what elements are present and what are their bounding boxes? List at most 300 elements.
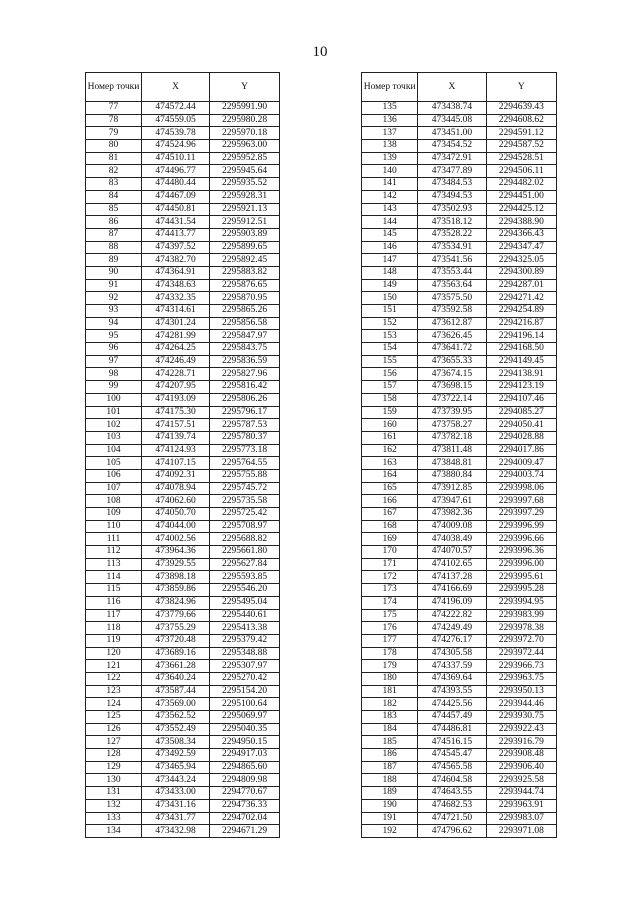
point-number-cell: 156	[362, 368, 418, 381]
y-cell: 2293997.29	[486, 508, 556, 521]
table-row	[362, 190, 557, 203]
x-cell: 473454.52	[418, 140, 486, 153]
table-row	[86, 140, 280, 153]
x-cell: 473575.50	[418, 292, 486, 305]
y-cell: 2293998.06	[486, 482, 556, 495]
x-cell: 474565.58	[418, 761, 486, 774]
point-number-cell: 191	[362, 812, 418, 825]
point-number-cell: 148	[362, 266, 418, 279]
table-row	[362, 698, 557, 711]
table-row	[86, 571, 280, 584]
x-cell: 474516.15	[418, 736, 486, 749]
table-row	[86, 152, 280, 165]
table-row	[362, 596, 557, 609]
point-number-cell: 140	[362, 165, 418, 178]
y-cell: 2295963.00	[210, 140, 280, 153]
table-row	[86, 469, 280, 482]
table-row	[362, 799, 557, 812]
table-row	[362, 152, 557, 165]
x-cell: 474539.78	[142, 127, 210, 140]
point-number-cell: 184	[362, 723, 418, 736]
y-cell: 2293983.07	[486, 812, 556, 825]
y-cell: 2294347.47	[486, 241, 556, 254]
y-cell: 2294028.88	[486, 431, 556, 444]
point-number-cell: 149	[362, 279, 418, 292]
point-number-cell: 189	[362, 787, 418, 800]
x-cell: 474070.57	[418, 546, 486, 559]
table-row	[86, 102, 280, 115]
table-row	[86, 355, 280, 368]
table-row	[362, 812, 557, 825]
y-cell: 2293916.79	[486, 736, 556, 749]
point-number-cell: 177	[362, 634, 418, 647]
table-row	[362, 685, 557, 698]
table-row	[86, 546, 280, 559]
y-cell: 2293906.40	[486, 761, 556, 774]
y-cell: 2293983.99	[486, 609, 556, 622]
x-cell: 474364.91	[142, 266, 210, 279]
y-cell: 2294482.02	[486, 178, 556, 191]
x-cell: 473859.86	[142, 584, 210, 597]
table-row	[362, 749, 557, 762]
x-cell: 473552.49	[142, 723, 210, 736]
point-number-cell: 91	[86, 279, 142, 292]
point-number-cell: 98	[86, 368, 142, 381]
y-cell: 2295735.58	[210, 495, 280, 508]
table-row	[362, 178, 557, 191]
y-cell: 2294196.14	[486, 330, 556, 343]
x-cell: 474092.31	[142, 469, 210, 482]
table-row	[86, 241, 280, 254]
table-row	[86, 533, 280, 546]
table-row	[86, 127, 280, 140]
point-number-cell: 117	[86, 609, 142, 622]
x-cell: 473698.15	[418, 381, 486, 394]
coordinates-table-right	[361, 72, 557, 838]
x-cell: 474682.53	[418, 799, 486, 812]
point-number-cell: 167	[362, 508, 418, 521]
coordinates-table-right-body	[362, 102, 557, 838]
x-cell: 473492.59	[142, 749, 210, 762]
table-row	[362, 660, 557, 673]
x-cell: 473432.98	[142, 825, 210, 838]
x-cell: 474450.81	[142, 203, 210, 216]
table-row	[86, 165, 280, 178]
table-row	[362, 165, 557, 178]
point-number-cell: 161	[362, 431, 418, 444]
x-cell: 474397.52	[142, 241, 210, 254]
y-cell: 2294017.86	[486, 444, 556, 457]
point-number-cell: 175	[362, 609, 418, 622]
point-number-cell: 146	[362, 241, 418, 254]
point-number-cell: 150	[362, 292, 418, 305]
point-number-cell: 152	[362, 317, 418, 330]
table-row	[362, 305, 557, 318]
table-row	[362, 431, 557, 444]
x-cell: 474009.08	[418, 520, 486, 533]
table-row	[362, 368, 557, 381]
table-row	[362, 444, 557, 457]
x-cell: 473587.44	[142, 685, 210, 698]
point-number-cell: 106	[86, 469, 142, 482]
table-row	[362, 482, 557, 495]
point-number-cell: 119	[86, 634, 142, 647]
y-cell: 2294300.89	[486, 266, 556, 279]
x-cell: 473465.94	[142, 761, 210, 774]
x-cell: 473912.85	[418, 482, 486, 495]
y-cell: 2295040.35	[210, 723, 280, 736]
x-cell: 474545.47	[418, 749, 486, 762]
table-row	[86, 368, 280, 381]
y-cell: 2295883.82	[210, 266, 280, 279]
x-cell: 473655.33	[418, 355, 486, 368]
x-cell: 474002.56	[142, 533, 210, 546]
y-cell: 2293944.46	[486, 698, 556, 711]
x-cell: 474107.15	[142, 457, 210, 470]
x-cell: 474721.50	[418, 812, 486, 825]
table-row	[86, 114, 280, 127]
y-cell: 2295952.85	[210, 152, 280, 165]
point-number-cell: 174	[362, 596, 418, 609]
table-row	[86, 419, 280, 432]
x-cell: 474281.99	[142, 330, 210, 343]
table-row	[86, 482, 280, 495]
x-cell: 474102.65	[418, 558, 486, 571]
point-number-cell: 93	[86, 305, 142, 318]
y-cell: 2294865.60	[210, 761, 280, 774]
y-cell: 2295546.20	[210, 584, 280, 597]
point-number-cell: 134	[86, 825, 142, 838]
point-number-cell: 164	[362, 469, 418, 482]
x-cell: 474480.44	[142, 178, 210, 191]
x-cell: 474510.11	[142, 152, 210, 165]
y-cell: 2295413.38	[210, 622, 280, 635]
x-cell: 474496.77	[142, 165, 210, 178]
y-cell: 2293978.38	[486, 622, 556, 635]
y-cell: 2294950.15	[210, 736, 280, 749]
table-row	[86, 761, 280, 774]
x-cell: 473898.18	[142, 571, 210, 584]
y-cell: 2295865.26	[210, 305, 280, 318]
x-cell: 474222.82	[418, 609, 486, 622]
x-cell: 473848.81	[418, 457, 486, 470]
point-number-cell: 178	[362, 647, 418, 660]
table-row	[362, 508, 557, 521]
table-row	[86, 457, 280, 470]
y-cell: 2295945.64	[210, 165, 280, 178]
header-point-number: Номер точки	[86, 73, 142, 102]
x-cell: 474050.70	[142, 508, 210, 521]
table-row	[362, 672, 557, 685]
point-number-cell: 171	[362, 558, 418, 571]
y-cell: 2295847.97	[210, 330, 280, 343]
header-point-number: Номер точки	[362, 73, 418, 102]
table-row	[86, 203, 280, 216]
x-cell: 474332.35	[142, 292, 210, 305]
y-cell: 2295787.53	[210, 419, 280, 432]
point-number-cell: 142	[362, 190, 418, 203]
x-cell: 473569.00	[142, 698, 210, 711]
x-cell: 474572.44	[142, 102, 210, 115]
y-cell: 2294366.43	[486, 228, 556, 241]
x-cell: 473502.93	[418, 203, 486, 216]
table-row	[86, 292, 280, 305]
x-cell: 473433.00	[142, 787, 210, 800]
table-row	[86, 495, 280, 508]
table-row	[362, 317, 557, 330]
point-number-cell: 132	[86, 799, 142, 812]
x-cell: 473641.72	[418, 343, 486, 356]
y-cell: 2293963.91	[486, 799, 556, 812]
table-row	[362, 584, 557, 597]
table-row	[86, 216, 280, 229]
point-number-cell: 180	[362, 672, 418, 685]
coordinates-table-left-body	[86, 102, 280, 838]
table-row	[86, 799, 280, 812]
point-number-cell: 187	[362, 761, 418, 774]
y-cell: 2295593.85	[210, 571, 280, 584]
table-row	[362, 343, 557, 356]
point-number-cell: 109	[86, 508, 142, 521]
point-number-cell: 130	[86, 774, 142, 787]
point-number-cell: 88	[86, 241, 142, 254]
y-cell: 2294254.89	[486, 305, 556, 318]
y-cell: 2295379.42	[210, 634, 280, 647]
x-cell: 473964.36	[142, 546, 210, 559]
point-number-cell: 124	[86, 698, 142, 711]
y-cell: 2295816.42	[210, 381, 280, 394]
table-row	[86, 254, 280, 267]
y-cell: 2294451.00	[486, 190, 556, 203]
table-row	[86, 596, 280, 609]
point-number-cell: 135	[362, 102, 418, 115]
point-number-cell: 105	[86, 457, 142, 470]
point-number-cell: 163	[362, 457, 418, 470]
point-number-cell: 116	[86, 596, 142, 609]
table-row	[362, 292, 557, 305]
table-row	[86, 609, 280, 622]
point-number-cell: 160	[362, 419, 418, 432]
point-number-cell: 185	[362, 736, 418, 749]
y-cell: 2295928.31	[210, 190, 280, 203]
point-number-cell: 170	[362, 546, 418, 559]
x-cell: 473824.96	[142, 596, 210, 609]
point-number-cell: 104	[86, 444, 142, 457]
y-cell: 2293972.70	[486, 634, 556, 647]
y-cell: 2294770.67	[210, 787, 280, 800]
y-cell: 2295780.37	[210, 431, 280, 444]
x-cell: 473661.28	[142, 660, 210, 673]
table-row	[362, 279, 557, 292]
x-cell: 473443.24	[142, 774, 210, 787]
x-cell: 473518.12	[418, 216, 486, 229]
x-cell: 474559.05	[142, 114, 210, 127]
point-number-cell: 114	[86, 571, 142, 584]
table-row	[362, 393, 557, 406]
point-number-cell: 112	[86, 546, 142, 559]
x-cell: 474467.09	[142, 190, 210, 203]
table-row	[362, 406, 557, 419]
x-cell: 473720.48	[142, 634, 210, 647]
x-cell: 474137.28	[418, 571, 486, 584]
table-header-row	[86, 73, 280, 102]
x-cell: 473508.34	[142, 736, 210, 749]
point-number-cell: 169	[362, 533, 418, 546]
x-cell: 473438.74	[418, 102, 486, 115]
y-cell: 2294085.27	[486, 406, 556, 419]
y-cell: 2293972.44	[486, 647, 556, 660]
x-cell: 474431.54	[142, 216, 210, 229]
table-row	[362, 254, 557, 267]
y-cell: 2293995.61	[486, 571, 556, 584]
point-number-cell: 113	[86, 558, 142, 571]
point-number-cell: 157	[362, 381, 418, 394]
point-number-cell: 103	[86, 431, 142, 444]
y-cell: 2295661.80	[210, 546, 280, 559]
point-number-cell: 129	[86, 761, 142, 774]
x-cell: 473689.16	[142, 647, 210, 660]
y-cell: 2294809.98	[210, 774, 280, 787]
table-row	[86, 279, 280, 292]
point-number-cell: 162	[362, 444, 418, 457]
point-number-cell: 155	[362, 355, 418, 368]
table-header-row	[362, 73, 557, 102]
y-cell: 2295440.61	[210, 609, 280, 622]
table-row	[362, 140, 557, 153]
point-number-cell: 107	[86, 482, 142, 495]
point-number-cell: 126	[86, 723, 142, 736]
point-number-cell: 122	[86, 672, 142, 685]
y-cell: 2295495.04	[210, 596, 280, 609]
y-cell: 2294917.03	[210, 749, 280, 762]
point-number-cell: 97	[86, 355, 142, 368]
y-cell: 2295806.26	[210, 393, 280, 406]
point-number-cell: 94	[86, 317, 142, 330]
y-cell: 2293995.28	[486, 584, 556, 597]
y-cell: 2295348.88	[210, 647, 280, 660]
point-number-cell: 90	[86, 266, 142, 279]
y-cell: 2293908.48	[486, 749, 556, 762]
y-cell: 2295270.42	[210, 672, 280, 685]
y-cell: 2294168.50	[486, 343, 556, 356]
x-cell: 474486.81	[418, 723, 486, 736]
y-cell: 2293971.08	[486, 825, 556, 838]
y-cell: 2295154.20	[210, 685, 280, 698]
point-number-cell: 81	[86, 152, 142, 165]
y-cell: 2295827.96	[210, 368, 280, 381]
point-number-cell: 120	[86, 647, 142, 660]
y-cell: 2294608.62	[486, 114, 556, 127]
table-row	[86, 266, 280, 279]
x-cell: 474249.49	[418, 622, 486, 635]
point-number-cell: 83	[86, 178, 142, 191]
x-cell: 474301.24	[142, 317, 210, 330]
x-cell: 473880.84	[418, 469, 486, 482]
y-cell: 2295903.89	[210, 228, 280, 241]
table-row	[362, 761, 557, 774]
x-cell: 473528.22	[418, 228, 486, 241]
table-row	[86, 672, 280, 685]
x-cell: 474124.93	[142, 444, 210, 457]
y-cell: 2294009.47	[486, 457, 556, 470]
x-cell: 473494.53	[418, 190, 486, 203]
point-number-cell: 92	[86, 292, 142, 305]
x-cell: 474166.69	[418, 584, 486, 597]
x-cell: 473445.08	[418, 114, 486, 127]
table-row	[362, 558, 557, 571]
x-cell: 474175.30	[142, 406, 210, 419]
x-cell: 473755.29	[142, 622, 210, 635]
point-number-cell: 188	[362, 774, 418, 787]
point-number-cell: 158	[362, 393, 418, 406]
table-row	[86, 825, 280, 838]
table-row	[362, 647, 557, 660]
point-number-cell: 100	[86, 393, 142, 406]
y-cell: 2295100.64	[210, 698, 280, 711]
table-row	[86, 812, 280, 825]
point-number-cell: 192	[362, 825, 418, 838]
point-number-cell: 79	[86, 127, 142, 140]
point-number-cell: 136	[362, 114, 418, 127]
table-row	[362, 266, 557, 279]
y-cell: 2293963.75	[486, 672, 556, 685]
y-cell: 2294639.43	[486, 102, 556, 115]
x-cell: 474457.49	[418, 711, 486, 724]
x-cell: 474062.60	[142, 495, 210, 508]
point-number-cell: 123	[86, 685, 142, 698]
table-row	[362, 736, 557, 749]
y-cell: 2295745.72	[210, 482, 280, 495]
point-number-cell: 182	[362, 698, 418, 711]
y-cell: 2294216.87	[486, 317, 556, 330]
point-number-cell: 173	[362, 584, 418, 597]
point-number-cell: 144	[362, 216, 418, 229]
y-cell: 2293997.68	[486, 495, 556, 508]
point-number-cell: 110	[86, 520, 142, 533]
x-cell: 473782.18	[418, 431, 486, 444]
x-cell: 474276.17	[418, 634, 486, 647]
table-row	[86, 647, 280, 660]
y-cell: 2295870.95	[210, 292, 280, 305]
point-number-cell: 151	[362, 305, 418, 318]
x-cell: 473484.53	[418, 178, 486, 191]
point-number-cell: 127	[86, 736, 142, 749]
table-row	[86, 787, 280, 800]
y-cell: 2295773.18	[210, 444, 280, 457]
y-cell: 2294591.12	[486, 127, 556, 140]
point-number-cell: 115	[86, 584, 142, 597]
x-cell: 474643.55	[418, 787, 486, 800]
y-cell: 2295069.97	[210, 711, 280, 724]
table-row	[362, 609, 557, 622]
y-cell: 2295836.59	[210, 355, 280, 368]
x-cell: 473563.64	[418, 279, 486, 292]
point-number-cell: 95	[86, 330, 142, 343]
point-number-cell: 89	[86, 254, 142, 267]
y-cell: 2293994.95	[486, 596, 556, 609]
y-cell: 2295764.55	[210, 457, 280, 470]
point-number-cell: 179	[362, 660, 418, 673]
table-row	[362, 469, 557, 482]
table-row	[86, 774, 280, 787]
y-cell: 2295899.65	[210, 241, 280, 254]
table-row	[86, 698, 280, 711]
y-cell: 2295688.82	[210, 533, 280, 546]
table-row	[362, 787, 557, 800]
table-row	[86, 343, 280, 356]
y-cell: 2295935.52	[210, 178, 280, 191]
point-number-cell: 181	[362, 685, 418, 698]
